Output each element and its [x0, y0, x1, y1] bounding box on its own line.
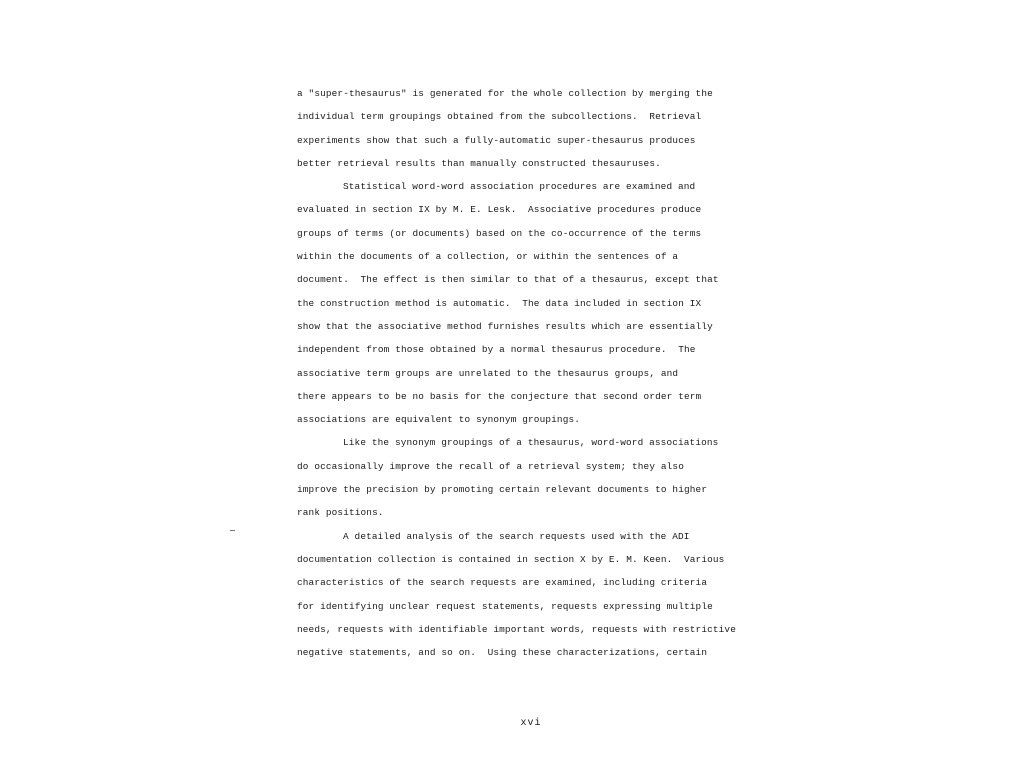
paragraph	[297, 175, 747, 431]
body-text	[297, 82, 747, 664]
text-line: characteristics of the search requests are examined, including criteria	[297, 577, 708, 589]
text-line: show that the associative method furnishes results which are essentially	[297, 320, 713, 332]
paragraph	[297, 525, 747, 665]
text-line: associative term groups are unrelated to the thesaurus groups, and	[297, 367, 679, 379]
paragraph	[297, 431, 747, 524]
page-number: xvi	[520, 718, 542, 729]
text-line: needs, requests with identifiable important words, requests with restrictive	[297, 623, 736, 635]
text-line: A detailed analysis of the search requests used with the ADI	[343, 530, 690, 542]
text-line: documentation collection is contained in section X by E. M. Keen. Various	[297, 553, 725, 565]
text-line: improve the precision by promoting certain relevant documents to higher	[297, 484, 708, 496]
text-line: document. The effect is then similar to that of a thesaurus, except that	[297, 274, 719, 286]
text-line: individual term groupings obtained from the subcollections. Retrieval	[297, 111, 702, 123]
text-line: there appears to be no basis for the conjecture that second order term	[297, 390, 702, 402]
text-line: evaluated in section IX by M. E. Lesk. Associative procedures produce	[297, 204, 702, 216]
text-line: groups of terms (or documents) based on the co-occurrence of the terms	[297, 227, 702, 239]
text-line: rank positions.	[297, 507, 384, 519]
text-line: independent from those obtained by a normal thesaurus procedure. The	[297, 344, 696, 356]
text-line: the construction method is automatic. The data included in section IX	[297, 297, 702, 309]
text-line: within the documents of a collection, or within the sentences of a	[297, 251, 679, 263]
scan-speck	[230, 530, 235, 531]
text-line: a "super-thesaurus" is generated for the whole collection by merging the	[297, 88, 713, 99]
text-line: for identifying unclear request statements, requests expressing multiple	[297, 600, 713, 612]
text-line: associations are equivalent to synonym groupings.	[297, 414, 581, 426]
text-line: experiments show that such a fully-automatic super-thesaurus produces	[297, 134, 696, 146]
text-line: Like the synonym groupings of a thesaurus, word-word associations	[343, 437, 719, 449]
paragraph	[297, 82, 747, 175]
text-line: do occasionally improve the recall of a retrieval system; they also	[297, 460, 684, 472]
text-line: negative statements, and so on. Using these characterizations, certain	[297, 647, 708, 659]
text-line: better retrieval results than manually constructed thesauruses.	[297, 157, 661, 169]
text-line: Statistical word-word association procedures are examined and	[343, 181, 696, 193]
